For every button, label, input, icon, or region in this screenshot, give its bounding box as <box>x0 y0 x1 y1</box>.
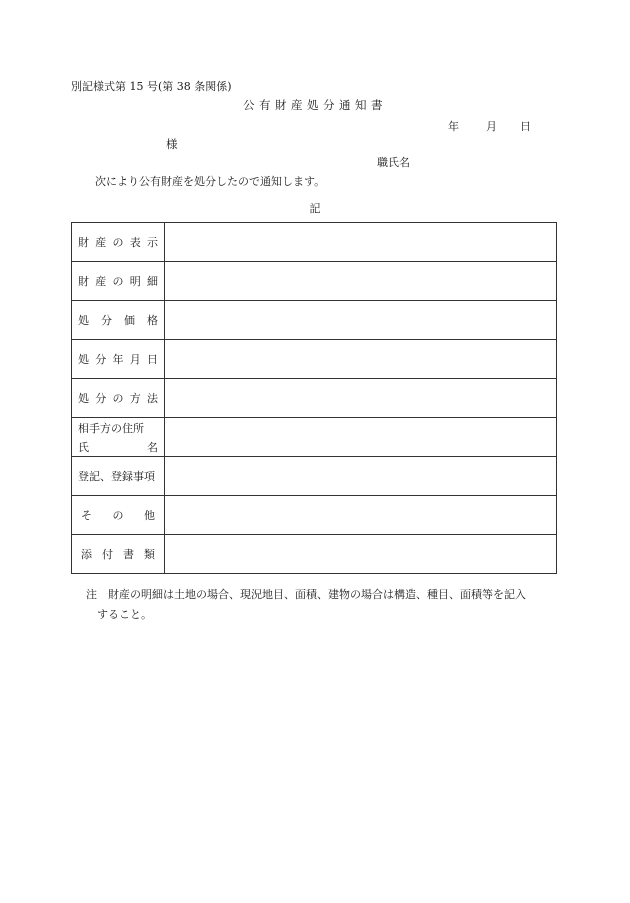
form-number: 別記様式第 15 号(第 38 条関係) <box>71 80 232 93</box>
row-label-disposal-date: 処 分 年 月 日 <box>72 340 165 379</box>
footnote <box>86 589 526 600</box>
row-value-attachments[interactable] <box>165 535 557 574</box>
body-text: 次により公有財産を処分したので通知します。 <box>95 175 326 188</box>
date-month-label: 月 <box>486 120 497 133</box>
table-row <box>72 340 557 379</box>
issuer-title-name: 職氏名 <box>377 156 410 169</box>
row-label-registration: 登記、登録事項 <box>72 457 165 496</box>
table-row <box>72 418 557 457</box>
row-value-registration[interactable] <box>165 457 557 496</box>
footnote-line-1: 財産の明細は土地の場合、現況地目、面積、建物の場合は構造、種目、面積等を記入 <box>108 588 526 601</box>
date-year-label: 年 <box>448 120 459 133</box>
date-day-label: 日 <box>520 120 531 133</box>
row-value-disposal-method[interactable] <box>165 379 557 418</box>
counterparty-address-label: 相手方の住所 <box>78 421 144 435</box>
row-value-counterparty[interactable] <box>165 418 557 457</box>
table-row <box>72 379 557 418</box>
date-line <box>448 121 531 132</box>
table-row <box>72 457 557 496</box>
row-value-disposal-price[interactable] <box>165 301 557 340</box>
record-table <box>71 222 557 574</box>
row-value-other[interactable] <box>165 496 557 535</box>
row-label-other: そ の 他 <box>72 496 165 535</box>
row-label-attachments: 添 付 書 類 <box>72 535 165 574</box>
row-label-property-display: 財 産 の 表 示 <box>72 223 165 262</box>
footnote-line-2: すること。 <box>97 608 152 621</box>
row-value-disposal-date[interactable] <box>165 340 557 379</box>
ki-marker: 記 <box>309 202 321 215</box>
addressee-honorific: 様 <box>166 137 178 151</box>
table-row <box>72 262 557 301</box>
table-row <box>72 223 557 262</box>
row-label-counterparty: 相手方の住所 氏 名 <box>72 418 165 457</box>
row-value-property-details[interactable] <box>165 262 557 301</box>
table-row <box>72 301 557 340</box>
footnote-mark: 注 <box>86 588 97 601</box>
row-label-disposal-method: 処 分 の 方 法 <box>72 379 165 418</box>
table-row <box>72 535 557 574</box>
row-value-property-display[interactable] <box>165 223 557 262</box>
row-label-disposal-price: 処 分 価 格 <box>72 301 165 340</box>
row-label-property-details: 財 産 の 明 細 <box>72 262 165 301</box>
table-row <box>72 496 557 535</box>
document-title: 公有財産処分通知書 <box>243 98 387 112</box>
